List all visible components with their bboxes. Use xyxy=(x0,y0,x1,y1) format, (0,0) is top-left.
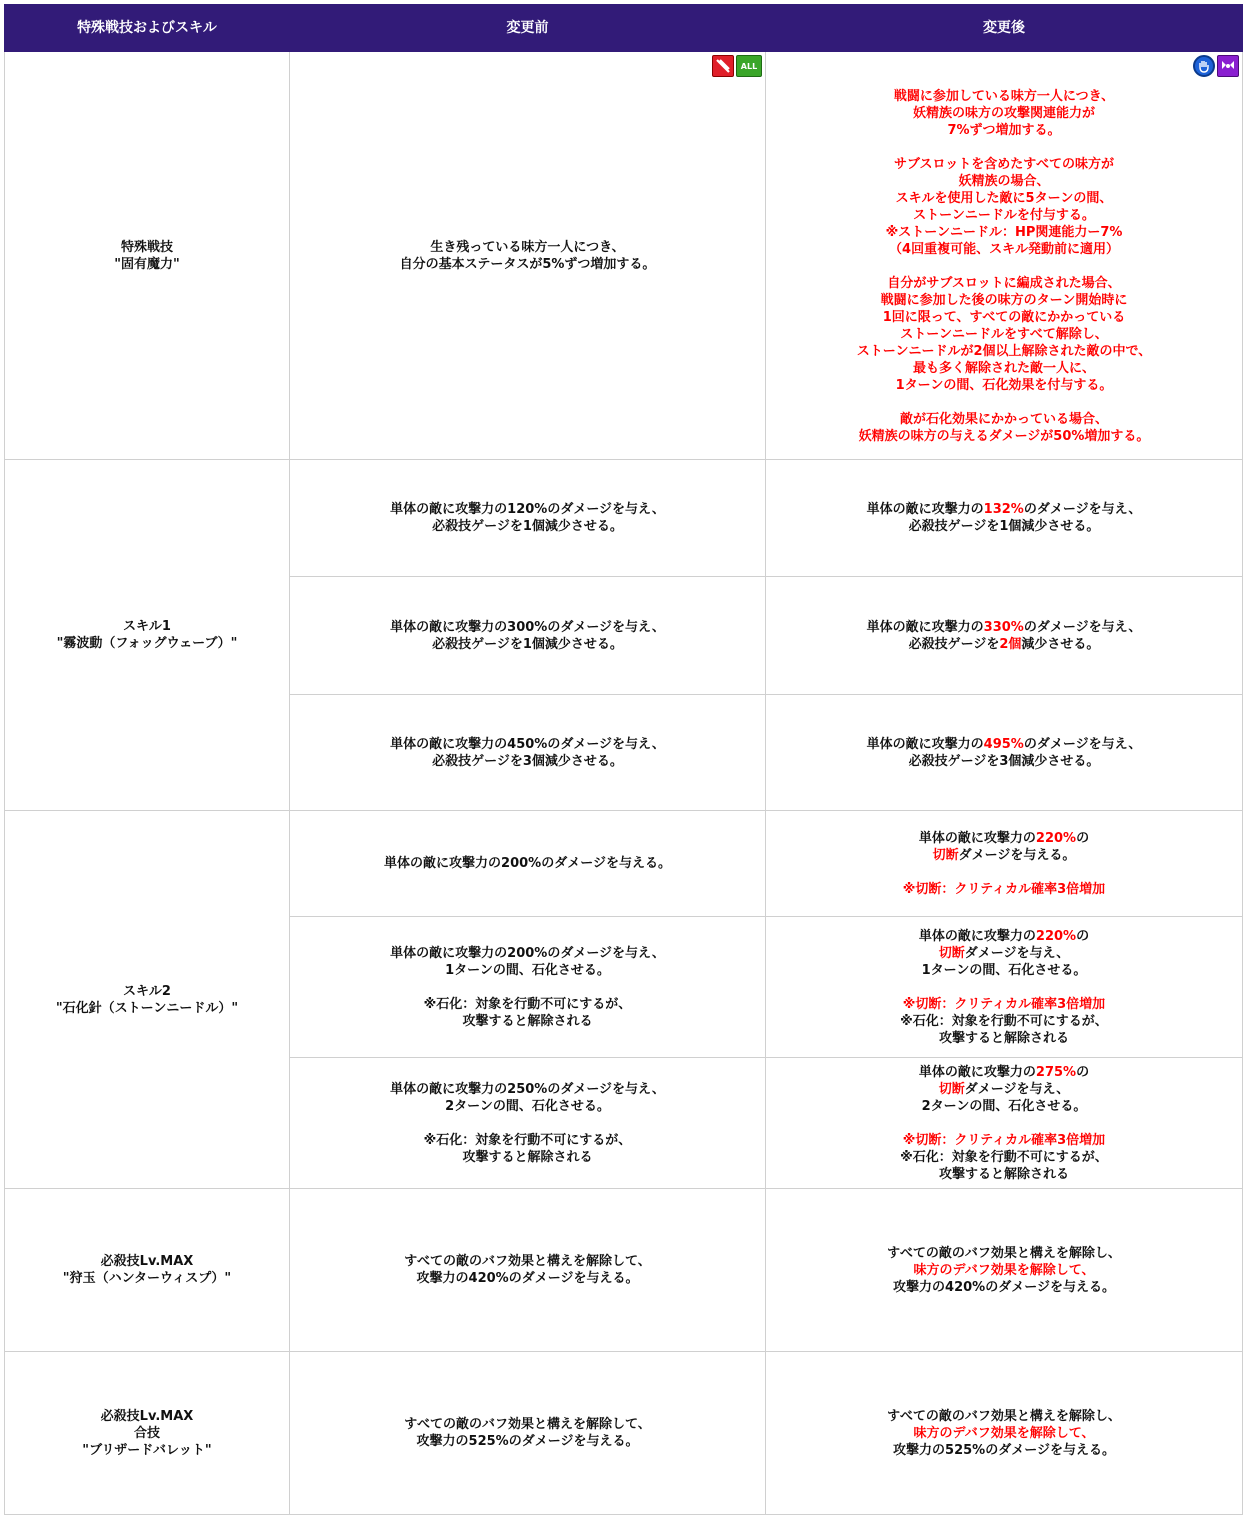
after-cell xyxy=(766,460,1243,577)
spacer xyxy=(772,1115,1236,1132)
before-cell xyxy=(290,917,766,1058)
before-cell xyxy=(290,577,766,695)
before-icon-bar xyxy=(712,55,762,77)
all-target-icon: ALL xyxy=(736,55,762,77)
skill-name-line: "狩玉（ハンターウィスプ）" xyxy=(62,1271,232,1286)
text-line: ストーンニードルを付与する。 xyxy=(913,208,1095,223)
before-cell xyxy=(290,1058,766,1189)
skill-name-cell xyxy=(5,1189,290,1352)
text-line: 戦闘に参加している味方一人につき、 xyxy=(893,89,1115,104)
text-line: 単体の敵に攻撃力の132%のダメージを与え、 xyxy=(866,502,1142,517)
text-line: 単体の敵に攻撃力の300%のダメージを与え、 xyxy=(390,619,665,635)
text-line: 生き残っている味方一人につき、 xyxy=(430,239,625,255)
after-cell xyxy=(766,695,1243,811)
text-line: ストーンニードルをすべて解除し、 xyxy=(900,327,1108,342)
text-line: サブスロットを含めたすべての味方が xyxy=(894,157,1114,172)
text-line: 1ターンの間、石化効果を付与する。 xyxy=(895,378,1113,393)
skill-name-line: "固有魔力" xyxy=(114,256,180,272)
text-line: 1回に限って、すべての敵にかかっている xyxy=(882,310,1126,325)
after-cell xyxy=(766,577,1243,695)
skill-name-cell xyxy=(5,52,290,460)
skill-name-line: スキル2 xyxy=(123,983,171,999)
skill-name-line: 合技 xyxy=(133,1425,160,1441)
text-line: 最も多く解除された敵一人に、 xyxy=(912,361,1095,376)
text-line: ※切断：クリティカル確率3倍増加 xyxy=(902,996,1106,1012)
text-line: 攻撃すると解除される xyxy=(938,1030,1069,1046)
text-line: 自分がサブスロットに編成された場合、 xyxy=(887,276,1121,291)
header-before: 変更前 xyxy=(290,5,766,52)
skill-comparison-table xyxy=(4,4,1243,1515)
text-line: 単体の敵に攻撃力の250%のダメージを与え、 xyxy=(390,1081,665,1097)
text-line: 必殺技ゲージを1個減少させる。 xyxy=(908,519,1100,534)
after-cell xyxy=(766,917,1243,1058)
text-line: 味方のデバフ効果を解除して、 xyxy=(913,1262,1095,1278)
after-cell xyxy=(766,1352,1243,1515)
text-line: すべての敵のバフ効果と構えを解除して、 xyxy=(404,1417,651,1432)
slash-attribute-icon xyxy=(712,55,734,77)
before-cell xyxy=(290,460,766,577)
table-row xyxy=(5,1352,1243,1515)
after-cell xyxy=(766,52,1243,460)
text-line: 必殺技ゲージを3個減少させる。 xyxy=(432,753,623,769)
skill-name-cell xyxy=(5,811,290,1189)
text-line: 1ターンの間、石化させる。 xyxy=(921,962,1087,978)
text-line: 7%ずつ増加する。 xyxy=(947,123,1061,138)
text-line: ※石化：対象を行動不可にするが、 xyxy=(900,1149,1108,1165)
fairy-tribe-icon xyxy=(1217,55,1239,77)
spacer xyxy=(296,979,759,996)
text-line: 攻撃力の420%のダメージを与える。 xyxy=(893,1279,1115,1295)
skill-name-line: "石化針（ストーンニードル）" xyxy=(55,1000,239,1016)
text-line: 単体の敵に攻撃力の450%のダメージを与え、 xyxy=(390,736,665,752)
text-line: 戦闘に参加した後の味方のターン開始時に xyxy=(880,293,1128,308)
text-line: 切断ダメージを与え、 xyxy=(938,945,1070,961)
skill-name-line: 特殊戦技 xyxy=(120,239,173,255)
text-line: 攻撃すると解除される xyxy=(462,1149,593,1165)
text-line: 攻撃力の420%のダメージを与える。 xyxy=(416,1271,639,1286)
text-line: 攻撃力の525%のダメージを与える。 xyxy=(893,1442,1115,1458)
before-cell xyxy=(290,695,766,811)
text-line: 妖精族の味方の攻撃関連能力が xyxy=(912,106,1095,121)
after-icon-bar xyxy=(1193,55,1239,77)
spacer xyxy=(296,1115,759,1132)
text-line: 単体の敵に攻撃力の330%のダメージを与え、 xyxy=(866,619,1142,635)
text-line: 必殺技ゲージを1個減少させる。 xyxy=(432,519,623,534)
table-row xyxy=(5,1189,1243,1352)
before-cell xyxy=(290,811,766,917)
text-line: 1ターンの間、石化させる。 xyxy=(445,962,610,978)
text-line: 敵が石化効果にかかっている場合、 xyxy=(899,412,1108,427)
text-line: すべての敵のバフ効果と構えを解除して、 xyxy=(404,1254,651,1269)
text-line: 妖精族の場合、 xyxy=(958,174,1050,189)
table-row xyxy=(5,811,1243,917)
text-line: 単体の敵に攻撃力の220%の xyxy=(918,830,1090,846)
text-line: ※石化：対象を行動不可にするが、 xyxy=(900,1013,1108,1029)
before-cell xyxy=(290,1189,766,1352)
before-cell xyxy=(290,52,766,460)
skill-name-line: 必殺技Lv.MAX xyxy=(100,1408,194,1424)
header-after: 変更後 xyxy=(766,5,1243,52)
skill-name-line: 必殺技Lv.MAX xyxy=(100,1254,194,1269)
text-line: （4回重複可能、スキル発動前に適用） xyxy=(889,242,1119,257)
text-line: 切断ダメージを与える。 xyxy=(932,847,1076,863)
table-row xyxy=(5,52,1243,460)
text-line: スキルを使用した敵に5ターンの間、 xyxy=(895,191,1113,206)
text-line: 単体の敵に攻撃力の120%のダメージを与え、 xyxy=(390,502,665,517)
spacer xyxy=(772,139,1236,156)
skill-name-line: "ブリザードバレット" xyxy=(82,1442,212,1458)
text-line: 攻撃すると解除される xyxy=(938,1166,1069,1182)
text-line: ※石化：対象を行動不可にするが、 xyxy=(423,1132,632,1148)
comparison-table-wrapper xyxy=(4,4,1242,1515)
text-line: 攻撃すると解除される xyxy=(462,1013,593,1029)
after-cell xyxy=(766,811,1243,917)
text-line: すべての敵のバフ効果と構えを解除し、 xyxy=(887,1408,1121,1424)
text-line: ※石化：対象を行動不可にするが、 xyxy=(423,996,632,1012)
spacer xyxy=(772,394,1236,411)
text-line: 単体の敵に攻撃力の275%の xyxy=(918,1064,1090,1080)
before-cell xyxy=(290,1352,766,1515)
spacer xyxy=(772,258,1236,275)
spacer xyxy=(772,864,1236,881)
text-line: 単体の敵に攻撃力の220%の xyxy=(918,928,1090,944)
text-line: 味方のデバフ効果を解除して、 xyxy=(913,1425,1095,1441)
text-line: 単体の敵に攻撃力の495%のダメージを与え、 xyxy=(866,736,1142,752)
text-line: ストーンニードルが2個以上解除された敵の中で、 xyxy=(856,344,1152,359)
spacer xyxy=(772,979,1236,996)
text-line: ※切断：クリティカル確率3倍増加 xyxy=(902,1132,1106,1148)
text-line: 切断ダメージを与え、 xyxy=(938,1081,1070,1097)
text-line: 攻撃力の525%のダメージを与える。 xyxy=(416,1434,639,1449)
header-skill-name: 特殊戦技およびスキル xyxy=(5,5,290,52)
text-line: すべての敵のバフ効果と構えを解除し、 xyxy=(887,1245,1121,1261)
after-cell xyxy=(766,1058,1243,1189)
table-header-row xyxy=(5,5,1243,52)
text-line: 必殺技ゲージを2個減少させる。 xyxy=(908,636,1100,652)
text-line: 妖精族の味方の与えるダメージが50%増加する。 xyxy=(858,429,1150,444)
text-line: 必殺技ゲージを3個減少させる。 xyxy=(908,753,1100,769)
text-line: 自分の基本ステータスが5%ずつ増加する。 xyxy=(399,256,656,272)
hand-skill-icon xyxy=(1193,55,1215,77)
table-row xyxy=(5,460,1243,577)
skill-name-line: スキル1 xyxy=(123,619,171,634)
text-line: 単体の敵に攻撃力の200%のダメージを与える。 xyxy=(384,856,671,871)
text-line: 単体の敵に攻撃力の200%のダメージを与え、 xyxy=(390,945,665,961)
text-line: 必殺技ゲージを1個減少させる。 xyxy=(432,636,623,652)
skill-name-cell xyxy=(5,460,290,811)
after-cell xyxy=(766,1189,1243,1352)
skill-name-cell xyxy=(5,1352,290,1515)
text-line: 2ターンの間、石化させる。 xyxy=(921,1098,1087,1114)
text-line: ※切断：クリティカル確率3倍増加 xyxy=(902,881,1106,897)
skill-name-line: "霧波動（フォッグウェーブ）" xyxy=(56,636,238,651)
text-line: ※ストーンニードル：HP関連能力ー7% xyxy=(885,225,1123,240)
text-line: 2ターンの間、石化させる。 xyxy=(445,1098,610,1114)
